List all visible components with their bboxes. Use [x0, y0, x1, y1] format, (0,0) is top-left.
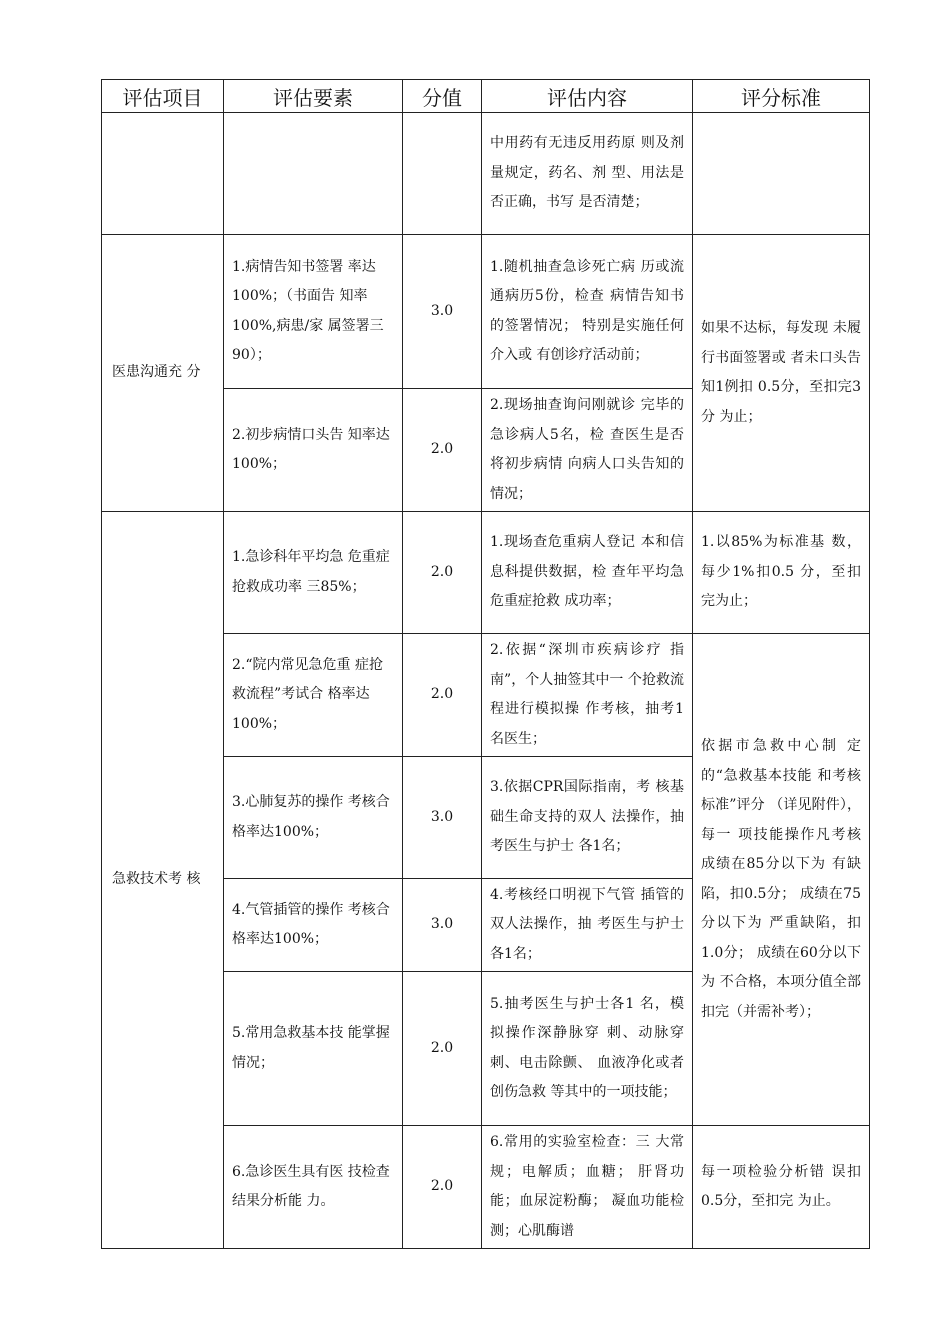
- score-cell: 2.0: [403, 389, 482, 512]
- content-cell: 2.依据“深圳市疾病诊疗 指南”，个人抽签其中一 个抢救流程进行模拟操 作考核，抽考1名医生；: [482, 634, 693, 757]
- standard-cell: 每一项检验分析错 误扣0.5分，至扣完 为止。: [693, 1126, 870, 1249]
- header-content: 评估内容: [482, 80, 693, 113]
- score-cell: 3.0: [403, 235, 482, 389]
- header-standard: 评分标准: [693, 80, 870, 113]
- header-row: [102, 80, 870, 113]
- content-cell: 中用药有无违反用药原 则及剂量规定，药名、剂 型、用法是否正确，书写 是否清楚；: [482, 113, 693, 235]
- factor-cell: 2.初步病情口头告 知率达100%；: [224, 389, 403, 512]
- standard-cell: [693, 113, 870, 235]
- score-cell: [403, 113, 482, 235]
- table-row: [102, 512, 870, 634]
- standard-cell: 如果不达标，每发现 未履行书面签署或 者未口头告知1例扣 0.5分，至扣完3分 为止；: [693, 235, 870, 512]
- score-cell: 2.0: [403, 1126, 482, 1249]
- content-cell: 2.现场抽查询问刚就诊 完毕的急诊病人5名，检 查医生是否将初步病情 向病人口头告知的情况；: [482, 389, 693, 512]
- score-cell: 2.0: [403, 634, 482, 757]
- factor-cell: 1.急诊科年平均急 危重症抢救成功率 三85%；: [224, 512, 403, 634]
- table-row: [102, 235, 870, 389]
- score-cell: 2.0: [403, 972, 482, 1126]
- factor-cell: 5.常用急救基本技 能掌握情况；: [224, 972, 403, 1126]
- content-cell: 5.抽考医生与护士各1 名，模拟操作深静脉穿 刺、动脉穿刺、电击除颤、 血液净化或者创伤急救 等其中的一项技能；: [482, 972, 693, 1126]
- score-cell: 2.0: [403, 512, 482, 634]
- standard-cell: 1.以85%为标准基 数，每少1%扣0.5 分，至扣完为止；: [693, 512, 870, 634]
- factor-cell: 3.心肺复苏的操作 考核合格率达100%；: [224, 757, 403, 879]
- header-score: 分值: [403, 80, 482, 113]
- evaluation-table: [101, 79, 870, 1249]
- factor-cell: [224, 113, 403, 235]
- content-cell: 6.常用的实验室检查：三 大常规；电解质；血糖； 肝肾功能；血尿淀粉酶； 凝血功能检测；心肌酶谱: [482, 1126, 693, 1249]
- score-cell: 3.0: [403, 879, 482, 972]
- project-cell: 急救技术考 核: [102, 512, 224, 1249]
- project-cell: 医患沟通充 分: [102, 235, 224, 512]
- table-row: [102, 113, 870, 235]
- score-cell: 3.0: [403, 757, 482, 879]
- content-cell: 4.考核经口明视下气管 插管的双人法操作，抽 考医生与护士各1名；: [482, 879, 693, 972]
- factor-cell: 4.气管插管的操作 考核合格率达100%；: [224, 879, 403, 972]
- content-cell: 1.随机抽查急诊死亡病 历或流通病历5份，检查 病情告知书的签署情况； 特别是实施任何介入或 有创诊疗活动前；: [482, 235, 693, 389]
- content-cell: 3.依据CPR国际指南，考 核基础生命支持的双人 法操作，抽考医生与护士 各1名；: [482, 757, 693, 879]
- standard-cell: 依据市急救中心制 定的“急救基本技能 和考核标准”评分 （详见附件），每一 项技能操作凡考核 成绩在85分以下为 有缺陷，扣0.5分； 成绩在75分以下为 严重缺陷，扣1.0分； 成绩在60分以下为 不合格，本项分值全部扣完（并需补考）；: [693, 634, 870, 1126]
- factor-cell: 6.急诊医生具有医 技检查结果分析能 力。: [224, 1126, 403, 1249]
- factor-cell: 2.“院内常见急危重 症抢救流程”考试合 格率达100%；: [224, 634, 403, 757]
- factor-cell: 1.病情告知书签署 率达100%；（书面告 知率100%,病患/家 属签署三90）；: [224, 235, 403, 389]
- header-project: 评估项目: [102, 80, 224, 113]
- project-cell: [102, 113, 224, 235]
- content-cell: 1.现场查危重病人登记 本和信息科提供数据，检 查年平均急危重症抢救 成功率；: [482, 512, 693, 634]
- header-factor: 评估要素: [224, 80, 403, 113]
